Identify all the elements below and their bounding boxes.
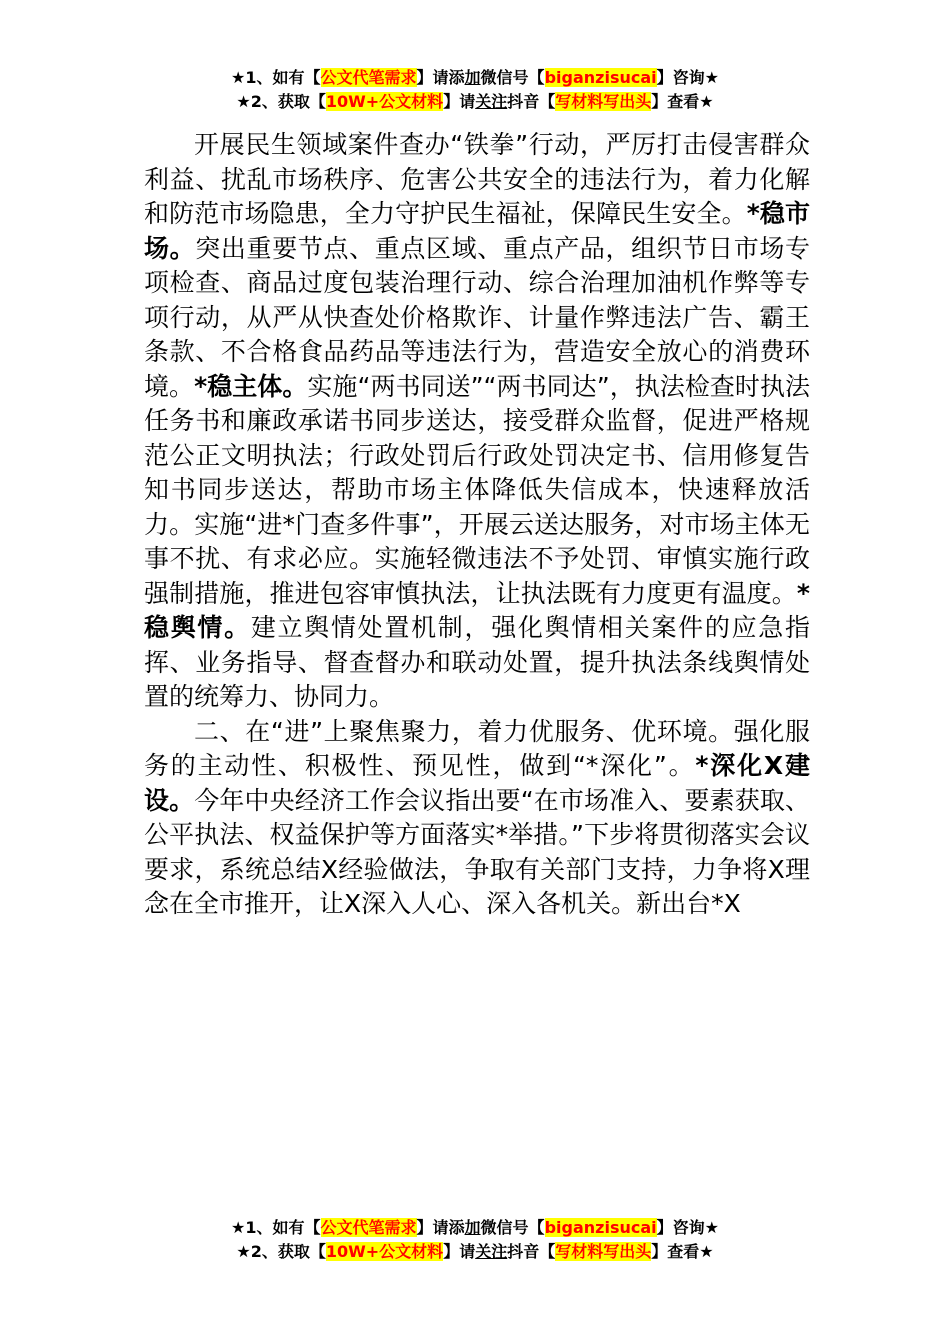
promo-highlight: 10W+公文材料 (325, 1242, 444, 1261)
paragraph-text: 今年中央经济工作会议指出要“在市场准入、要素获取、公平执法、权益保护等方面落实*举措。”下步将贯彻落实会议要求，系统总结X经验做法，争取有关部门支持，力争将X理念在全市推开，让X深入人心、深入各机关。新出台*X (144, 785, 810, 918)
promo-highlight: 10W+公文材料 (325, 92, 444, 111)
promo-underline: 关注 (475, 1242, 508, 1261)
section-heading: *稳市场。 (144, 199, 810, 263)
section-heading: *稳舆情。 (144, 578, 810, 642)
promo-text: 抖音【 (507, 1242, 556, 1261)
paragraph-1 (144, 128, 810, 715)
promo-line-2 (0, 90, 950, 114)
paragraph-text: 二、在“进”上聚焦聚力，着力优服务、优环境。强化服务的主动性、积极性、预见性，做到“*深化”。 (144, 716, 810, 780)
paragraph-2 (144, 715, 810, 922)
promo-text: 】咨询★ (656, 68, 719, 87)
promo-line-2 (0, 1240, 950, 1264)
promo-text: 抖音【 (507, 92, 556, 111)
header-promo-banner (0, 66, 950, 114)
promo-text: ★1、如有【 (231, 68, 321, 87)
promo-highlight: 写材料写出头 (555, 1242, 652, 1261)
promo-text: 】咨询★ (656, 1218, 719, 1237)
promo-highlight: 公文代笔需求 (320, 68, 417, 87)
promo-text: 】查看★ (651, 92, 714, 111)
document-body (144, 128, 810, 922)
promo-text: ★2、获取【 (236, 92, 326, 111)
promo-highlight: 公文代笔需求 (320, 1218, 417, 1237)
promo-highlight: biganzisucai (544, 68, 657, 87)
paragraph-text: 实施“两书同送”“两书同达”，执法检查时执法任务书和廉政承诺书同步送达，接受群众监督，促进严格规范公正文明执法；行政处罚后行政处罚决定书、信用修复告知书同步送达，帮助市场主体降低失信成本，快速释放活力。实施“进*门查多件事”，开展云送达服务，对市场主体无事不扰、有求必应。实施轻微违法不予处罚、审慎实施行政强制措施，推进包容审慎执法，让执法既有力度更有温度。 (144, 371, 810, 608)
promo-text: ★1、如有【 (231, 1218, 321, 1237)
section-heading: *深化X建设。 (144, 751, 810, 815)
section-heading: *稳主体。 (194, 371, 308, 401)
promo-text: 】请添 (416, 68, 465, 87)
paragraph-text: 突出重要节点、重点区域、重点产品，组织节日市场专项检查、商品过度包装治理行动、综合治理加油机作弊等专项行动，从严从快查处价格欺诈、计量作弊违法广告、霸王条款、不合格食品药品等违法行为，营造安全放心的消费环境。 (144, 233, 810, 401)
promo-line-1 (0, 66, 950, 90)
promo-underline: 加 (464, 68, 481, 87)
promo-highlight: 写材料写出头 (555, 92, 652, 111)
promo-underline: 关注 (475, 92, 508, 111)
promo-text: 微信号【 (480, 1218, 545, 1237)
promo-underline: 加 (464, 1218, 481, 1237)
promo-text: 】查看★ (651, 1242, 714, 1261)
promo-line-1 (0, 1216, 950, 1240)
promo-highlight: biganzisucai (544, 1218, 657, 1237)
footer-promo-banner (0, 1216, 950, 1264)
paragraph-text: 建立舆情处置机制，强化舆情相关案件的应急指挥、业务指导、督查督办和联动处置，提升执法条线舆情处置的统筹力、协同力。 (144, 613, 810, 711)
promo-text: 】请 (443, 92, 476, 111)
paragraph-text: 开展民生领域案件查办“铁拳”行动，严厉打击侵害群众利益、扰乱市场秩序、危害公共安全的违法行为，着力化解和防范市场隐患，全力守护民生福祉，保障民生安全。 (144, 130, 810, 228)
promo-text: 】请 (443, 1242, 476, 1261)
promo-text: 】请添 (416, 1218, 465, 1237)
promo-text: 微信号【 (480, 68, 545, 87)
promo-text: ★2、获取【 (236, 1242, 326, 1261)
